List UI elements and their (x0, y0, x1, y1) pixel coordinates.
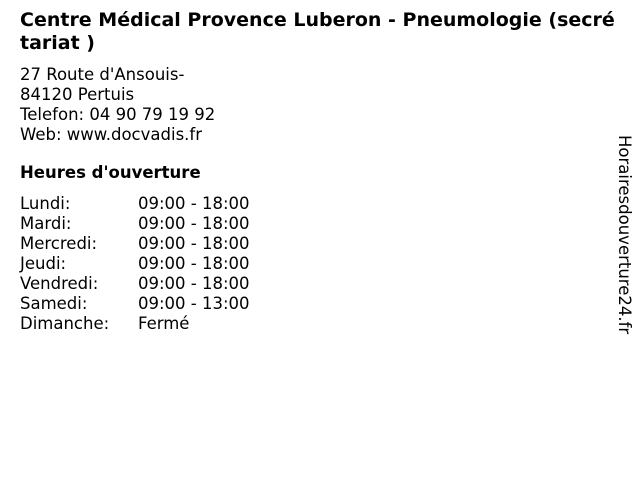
hours-day: Jeudi: (20, 254, 67, 273)
hours-time: 09:00 - 13:00 (138, 294, 250, 313)
hours-row (20, 214, 250, 234)
hours-row (20, 234, 250, 254)
hours-time: 09:00 - 18:00 (138, 254, 250, 273)
page-title: Centre Médical Provence Luberon - Pneumologie (secrétariat ) (20, 9, 615, 54)
city: 84120 Pertuis (20, 85, 135, 104)
hours-day: Lundi: (20, 194, 71, 213)
hours-row (20, 314, 250, 334)
hours-row (20, 194, 250, 214)
hours-row (20, 254, 250, 274)
hours-row (20, 274, 250, 294)
site-watermark: Horairesdouverture24.fr (615, 135, 634, 335)
hours-day: Dimanche: (20, 314, 110, 333)
hours-time: 09:00 - 18:00 (138, 194, 250, 213)
hours-day: Mardi: (20, 214, 72, 233)
hours-time: Fermé (138, 314, 190, 333)
hours-day: Mercredi: (20, 234, 98, 253)
hours-time: 09:00 - 18:00 (138, 274, 250, 293)
address-block (20, 65, 215, 145)
phone-number: Telefon: 04 90 79 19 92 (20, 105, 216, 124)
opening-hours-table (20, 194, 250, 334)
hours-time: 09:00 - 18:00 (138, 214, 250, 233)
opening-hours-heading: Heures d'ouverture (20, 163, 201, 182)
hours-time: 09:00 - 18:00 (138, 234, 250, 253)
hours-row (20, 294, 250, 314)
website: Web: www.docvadis.fr (20, 125, 202, 144)
hours-day: Vendredi: (20, 274, 99, 293)
street-address: 27 Route d'Ansouis- (20, 65, 185, 84)
hours-day: Samedi: (20, 294, 88, 313)
